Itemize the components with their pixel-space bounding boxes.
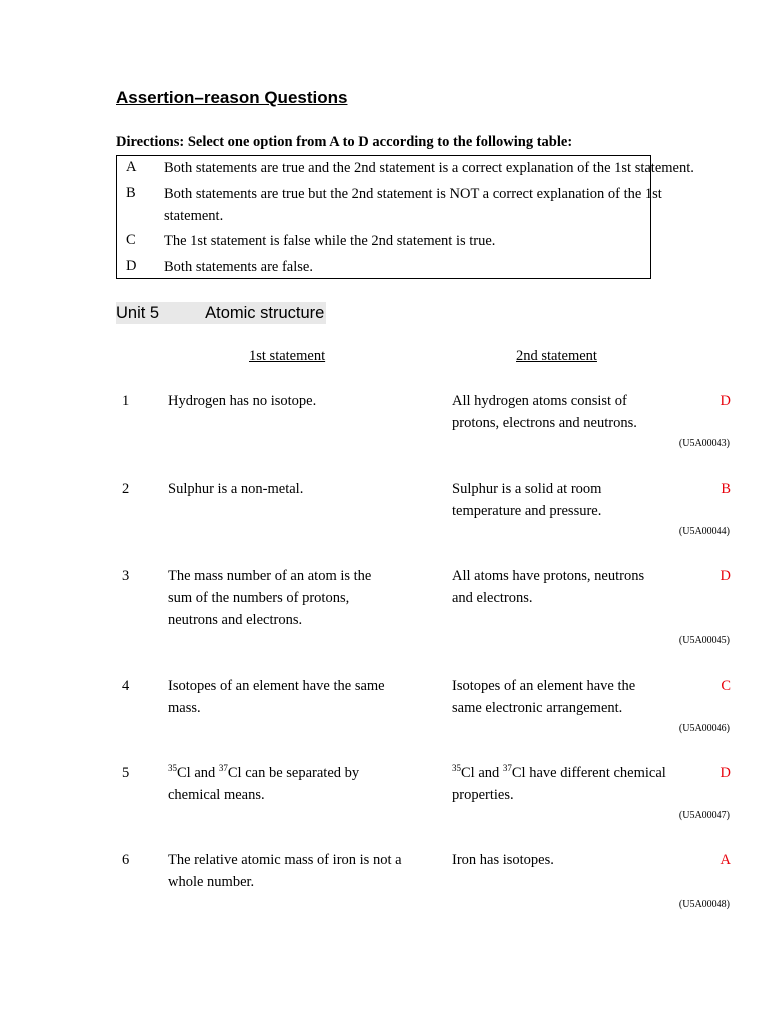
- isotope-mass-number: 35: [452, 763, 461, 774]
- option-text-c: The 1st statement is false while the 2nd statement is true.: [164, 233, 496, 249]
- question-number: 6: [122, 852, 130, 868]
- second-statement: Isotopes of an element have the same electronic arrangement.: [452, 678, 636, 716]
- first-statement: Isotopes of an element have the same mass.: [168, 678, 385, 716]
- option-text-b: Both statements are true but the 2nd statement is NOT a correct explanation of the 1st statement.: [164, 186, 662, 224]
- second-statement: $^{35}$Cl and $^{37}$Cl have different chemical properties.: [452, 763, 666, 803]
- column-header-first: 1st statement: [249, 348, 326, 364]
- answer-letter: D: [720, 568, 731, 584]
- unit-number: Unit 5: [116, 304, 160, 322]
- second-statement: All atoms have protons, neutrons and electrons.: [452, 568, 645, 606]
- first-statement: The mass number of an atom is the sum of the numbers of protons, neutrons and electrons.: [168, 568, 372, 628]
- page-title: Assertion–reason Questions: [116, 88, 348, 107]
- question-code: (U5A00046): [678, 723, 730, 734]
- answer-letter: D: [720, 393, 731, 409]
- second-statement: All hydrogen atoms consist of protons, electrons and neutrons.: [452, 393, 637, 431]
- question-number: 2: [122, 481, 130, 497]
- option-letter-a: A: [126, 159, 137, 175]
- directions-text: Directions: Select one option from A to D according to the following table:: [116, 134, 573, 150]
- question-code: (U5A00044): [678, 526, 730, 537]
- column-header-second: 2nd statement: [516, 348, 597, 364]
- question-code: (U5A00045): [678, 635, 730, 646]
- question-number: 5: [122, 765, 130, 781]
- option-letter-c: C: [126, 232, 136, 248]
- option-letter-b: B: [126, 185, 136, 201]
- isotope-mass-number: 37: [502, 763, 512, 774]
- answer-letter: C: [721, 678, 731, 694]
- question-code: (U5A00043): [678, 438, 730, 449]
- first-statement: Sulphur is a non-metal.: [168, 481, 304, 497]
- question-number: 3: [122, 568, 130, 584]
- unit-name: Atomic structure: [205, 304, 325, 322]
- first-statement: Hydrogen has no isotope.: [168, 393, 317, 409]
- second-statement: Iron has isotopes.: [452, 852, 554, 868]
- answer-letter: B: [721, 481, 731, 497]
- second-statement: Sulphur is a solid at room temperature and pressure.: [452, 481, 602, 519]
- answer-letter: D: [720, 765, 731, 781]
- answer-letter: A: [720, 852, 731, 868]
- first-statement: $^{35}$Cl and $^{37}$Cl can be separated by chemical means.: [168, 763, 360, 803]
- unit-heading: [116, 302, 326, 324]
- question-code: (U5A00047): [678, 810, 730, 821]
- first-statement: The relative atomic mass of iron is not a whole number.: [168, 852, 402, 890]
- option-letter-d: D: [126, 258, 137, 274]
- isotope-mass-number: 37: [218, 763, 228, 774]
- question-number: 4: [122, 678, 130, 694]
- isotope-mass-number: 35: [168, 763, 177, 774]
- question-code: (U5A00048): [678, 899, 730, 910]
- question-number: 1: [122, 393, 130, 409]
- option-text-d: Both statements are false.: [164, 259, 313, 275]
- option-text-a: Both statements are true and the 2nd statement is a correct explanation of the 1st statement.: [164, 160, 694, 176]
